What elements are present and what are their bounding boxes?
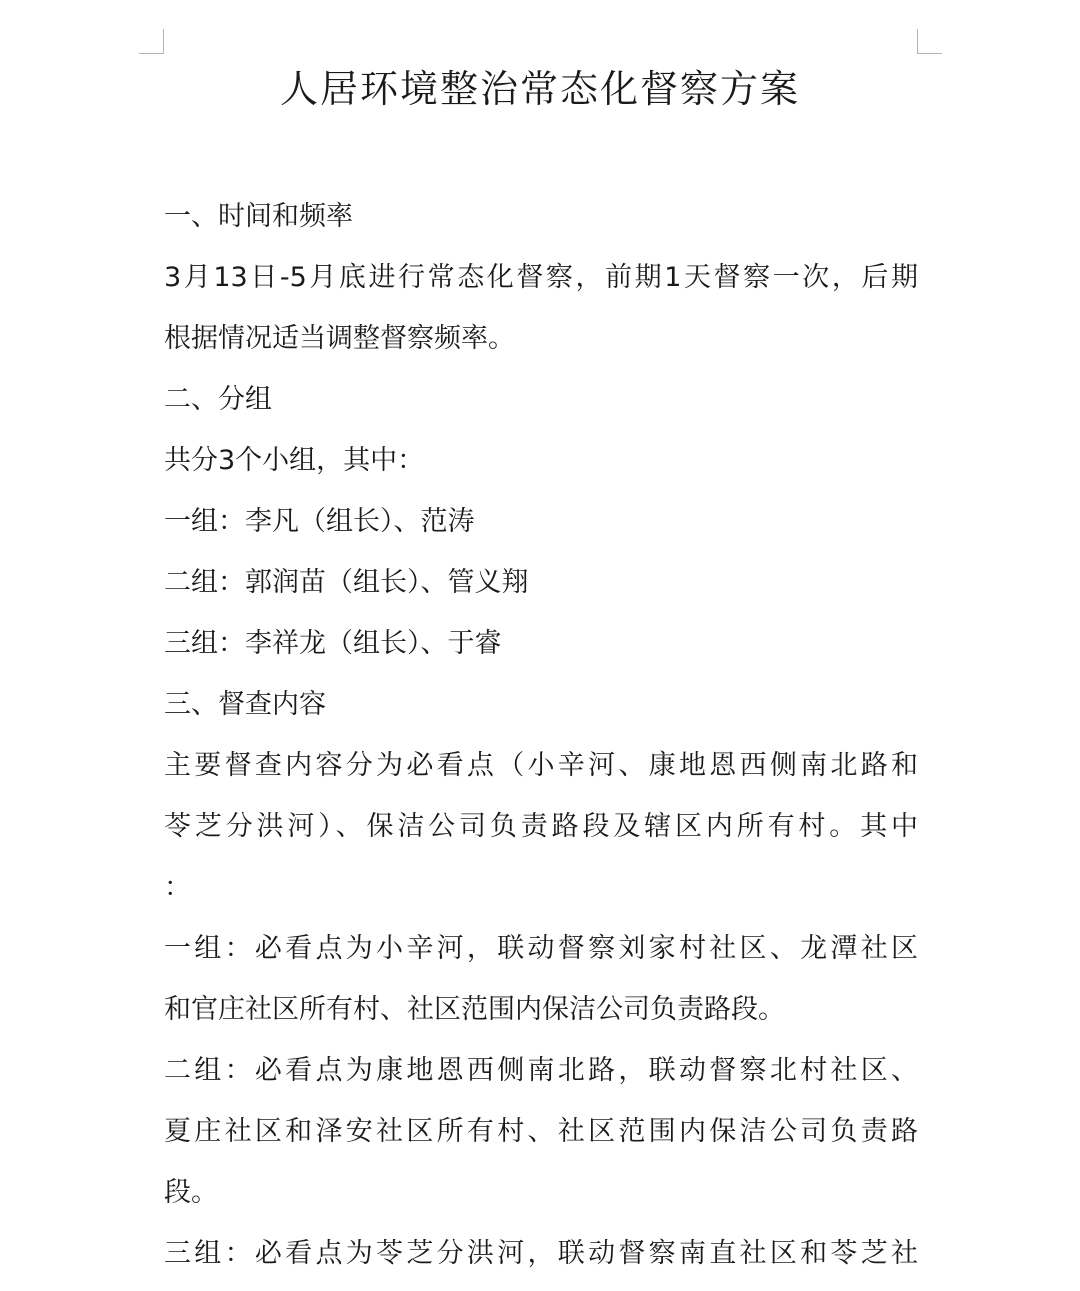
body-line: 段。 — [164, 1177, 218, 1208]
body-line: 根据情况适当调整督察频率。 — [164, 323, 515, 354]
group-1-members: 一组：李凡（组长）、范涛 — [164, 506, 475, 537]
document-title: 人居环境整治常态化督察方案 — [279, 67, 800, 111]
body-line: 共分3个小组，其中： — [164, 445, 425, 476]
section-heading-grouping: 二、分组 — [164, 384, 272, 415]
group-2-inspection: 二组：必看点为康地恩西侧南北路，联动督察北村社区、 — [164, 1055, 918, 1086]
section-heading-inspection-content: 三、督查内容 — [164, 689, 326, 720]
document-body — [164, 186, 918, 1284]
body-line: ： — [164, 872, 191, 903]
body-line: 主要督查内容分为必看点（小辛河、康地恩西侧南北路和 — [164, 750, 918, 781]
crop-mark-top-left — [139, 29, 164, 54]
group-3-members: 三组：李祥龙（组长）、于睿 — [164, 628, 502, 659]
group-1-inspection: 一组：必看点为小辛河，联动督察刘家村社区、龙潭社区 — [164, 933, 918, 964]
body-line: 夏庄社区和泽安社区所有村、社区范围内保洁公司负责路 — [164, 1116, 918, 1147]
body-line: 3月13日-5月底进行常态化督察，前期1天督察一次，后期 — [164, 262, 918, 293]
group-3-inspection: 三组：必看点为苓芝分洪河，联动督察南直社区和苓芝社 — [164, 1238, 918, 1269]
section-heading-time-frequency: 一、时间和频率 — [164, 201, 353, 232]
group-2-members: 二组：郭润苗（组长）、管义翔 — [164, 567, 529, 598]
body-line: 苓芝分洪河）、保洁公司负责路段及辖区内所有村。其中 — [164, 811, 918, 842]
crop-mark-top-right — [917, 29, 942, 54]
body-line: 和官庄社区所有村、社区范围内保洁公司负责路段。 — [164, 994, 785, 1025]
